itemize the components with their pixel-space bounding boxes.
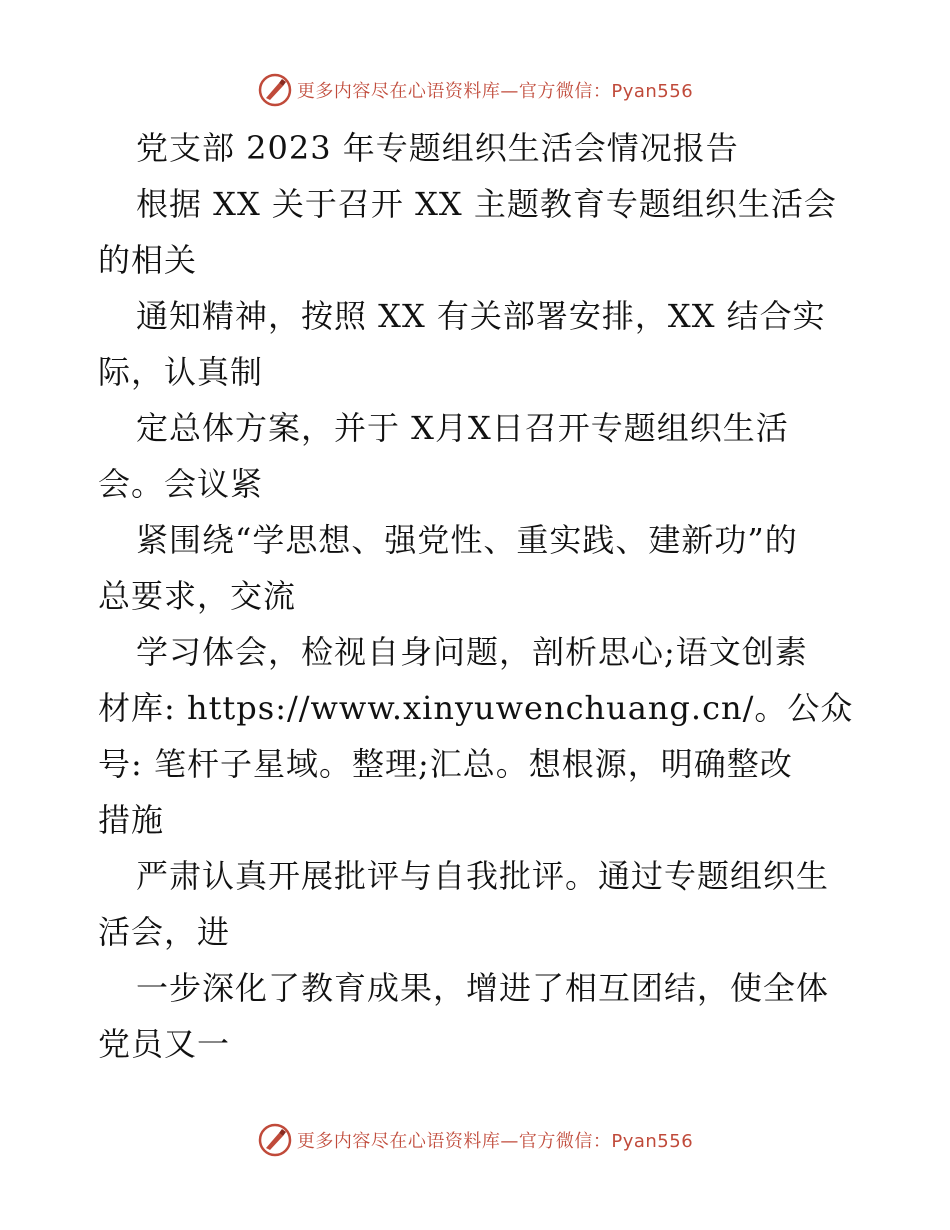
header-watermark: [0, 70, 950, 110]
text-line: 学习体会，检视自身问题，剖析思心;语文创素: [136, 633, 808, 671]
text-line: 通知精神，按照 XX 有关部署安排，XX 结合实: [136, 297, 826, 335]
text-line: 措施: [98, 801, 165, 839]
document-title: 党支部 2023 年专题组织生活会情况报告: [136, 129, 739, 167]
pen-logo-icon: [257, 1122, 293, 1158]
text-line: 总要求，交流: [98, 577, 297, 615]
text-line: 严肃认真开展批评与自我批评。通过专题组织生: [136, 857, 830, 895]
text-line: 际，认真制: [98, 353, 264, 391]
text-line-url: 材库: https://www.xinyuwenchuang.cn/。公众: [98, 689, 854, 727]
pen-logo-icon: [257, 72, 293, 108]
watermark-text: 更多内容尽在心语资料库—官方微信：Pyan556: [296, 1131, 694, 1152]
document-body: [98, 120, 858, 1072]
watermark-text: 更多内容尽在心语资料库—官方微信：Pyan556: [296, 81, 694, 102]
text-line: 一步深化了教育成果，增进了相互团结，使全体: [136, 969, 830, 1007]
text-line: 紧围绕“学思想、强党性、重实践、建新功”的: [136, 521, 798, 559]
footer-watermark: [0, 1120, 950, 1160]
text-line: 号: 笔杆子星域。整理;汇总。想根源，明确整改: [98, 745, 793, 783]
text-line: 活会，进: [98, 913, 231, 951]
text-line: 的相关: [98, 241, 198, 279]
text-line: 会。会议紧: [98, 465, 264, 503]
text-line: 党员又一: [98, 1025, 231, 1063]
text-line: 定总体方案，并于 X月X日召开专题组织生活: [136, 409, 789, 447]
text-line: 根据 XX 关于召开 XX 主题教育专题组织生活会: [136, 185, 837, 223]
